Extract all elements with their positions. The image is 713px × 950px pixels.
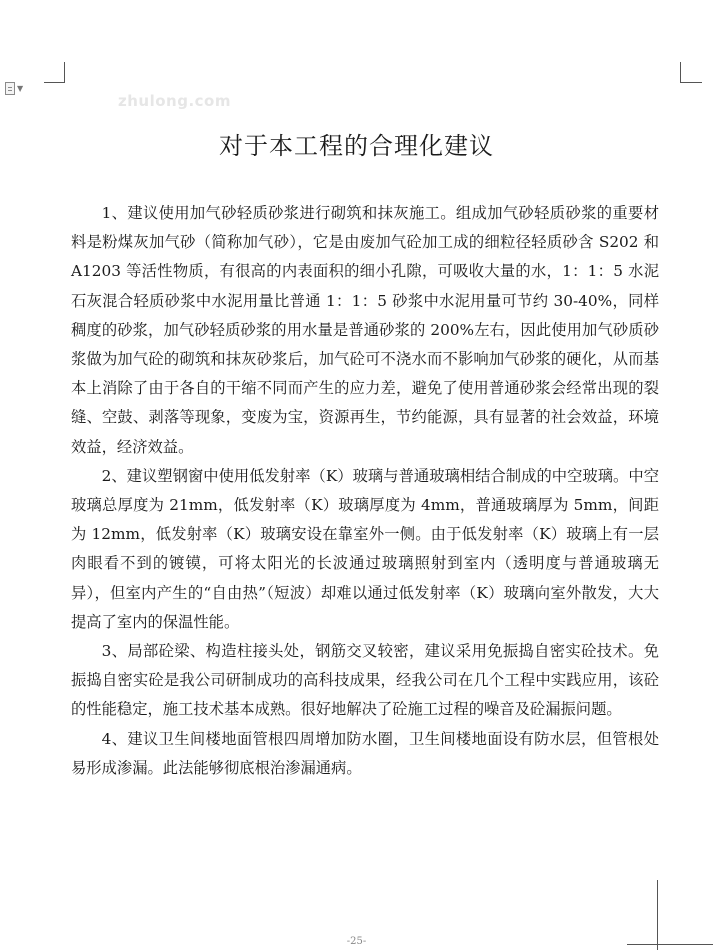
paragraph-3: 3、局部砼梁、构造柱接头处，钢筋交叉较密，建议采用免振捣自密实砼技术。免振捣自密实砼是我公司研制成功的高科技成果，经我公司在几个工程中实践应用，该砼的性能稳定，施工技术基本成熟。很好地解决了砼施工过程的噪音及砼漏振问题。 bbox=[71, 642, 659, 719]
crop-mark-top-left-vertical bbox=[64, 62, 65, 82]
watermark: zhulong.com bbox=[118, 92, 231, 110]
paragraph-1: 1、建议使用加气砂轻质砂浆进行砌筑和抹灰施工。组成加气砂轻质砂浆的重要材料是粉煤灰加气砂（简称加气砂），它是由废加气砼加工成的细粒径轻质砂含 S202 和 A1203 等活性物质，有很高的内表面积的细小孔隙，可吸收大量的水，1：1：5 水泥石灰混合轻质砂浆中水泥用量比普通 1：1：5 砂浆中水泥用量可节约 30-40%，同样稠度的砂浆，加气砂轻质砂浆的用水量是普通砂浆的 200%左右，因此使用加气砂质砂浆做为加气砼的砌筑和抹灰砂浆后，加气砼可不浇水而不影响加气砂浆的硬化，从而基本上消除了由于各自的干缩不同而产生的应力差，避免了使用普通砂浆会经常出现的裂缝、空鼓、剥落等现象，变废为宝，资源再生，节约能源，具有显著的社会效益，环境效益，经济效益。 bbox=[71, 204, 659, 456]
crop-mark-top-left-horizontal bbox=[44, 82, 65, 83]
page-number: -25- bbox=[346, 936, 367, 947]
document-sheet-icon bbox=[5, 82, 15, 95]
document-title: 对于本工程的合理化建议 bbox=[219, 132, 494, 160]
chevron-down-icon: ▼ bbox=[17, 83, 24, 93]
paragraph-4: 4、建议卫生间楼地面管根四周增加防水圈，卫生间楼地面设有防水层，但管根处易形成渗漏。此法能够彻底根治渗漏通病。 bbox=[71, 729, 659, 777]
document-icon[interactable] bbox=[5, 80, 29, 96]
document-body bbox=[71, 199, 659, 783]
crop-mark-top-right-vertical bbox=[680, 62, 681, 82]
crop-mark-top-right-horizontal bbox=[680, 82, 702, 83]
paragraph-2: 2、建议塑钢窗中使用低发射率（K）玻璃与普通玻璃相结合制成的中空玻璃。中空玻璃总厚度为 21mm，低发射率（K）玻璃厚度为 4mm，普通玻璃厚为 5mm，间距为 12mm，低发射率（K）玻璃安设在靠室外一侧。由于低发射率（K）玻璃上有一层肉眼看不到的镀镆，可将太阳光的长波通过玻璃照射到室内（透明度与普通玻璃无异），但室内产生的“自由热”（短波）却难以通过低发射率（K）玻璃向室外散发，大大提高了室内的保温性能。 bbox=[71, 466, 659, 631]
